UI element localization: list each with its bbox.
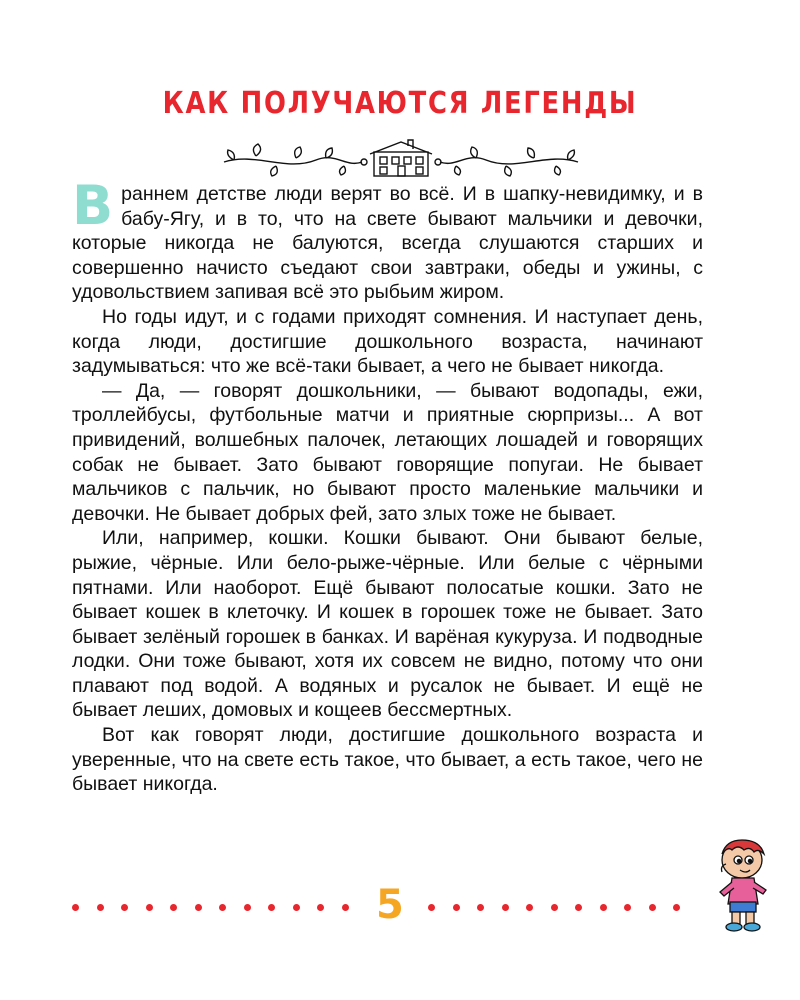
paragraph-1-text: раннем детстве люди верят во всё. И в шапку-невидимку, и в бабу-Ягу, и в то, что на свете бывают мальчики и девочки, которые никогда не балуются, всегда слушаются старших и совершенно начисто съедают свои завтраки, обеды и ужины, с удовольствием запивая всё это рыбьим жиром. [72,183,703,304]
chapter-title: КАК ПОЛУЧАЮТСЯ ЛЕГЕНДЫ [162,86,638,121]
vine-house-ornament-icon [216,138,586,180]
story-text [72,174,703,797]
dots-left [72,904,366,911]
paragraph-4: Или, например, кошки. Кошки бывают. Они бывают белые, рыжие, чёрные. Или бело-рыже-чёрные. Или белые с чёрными пятнами. Или наоборот. Ещё бывают полосатые кошки. Зато не бывает кошек в клеточку. И кошек в горошек тоже не бывает. Зато бывает зелёный горошек в банках. И варёная кукуруза. И подводные лодки. Они тоже бывают, хотя их совсем не видно, потому что они плавают под водой. А водяных и русалок не бывает. И ещё не бывает леших, домовых и кощеев бессмертных. [72,527,703,722]
dots-right [428,904,698,911]
boy-illustration-icon [696,836,782,932]
paragraph-5: Вот как говорят люди, достигшие дошкольного возраста и уверенные, что на свете есть такое, что бывает, а есть такое, чего не бывает никогда. [72,724,703,796]
paragraph-2: Но годы идут, и с годами приходят сомнения. И наступает день, когда люди, достигшие дошкольного возраста, начинают задумываться: что же всё-таки бывает, а чего не бывает никогда. [72,305,703,378]
page-number: 5 [376,882,404,928]
paragraph-1 [72,174,703,305]
paragraph-3: — Да, — говорят дошкольники, — бывают водопады, ежи, троллейбусы, футбольные матчи и приятные сюрпризы... А вот привидений, волшебных палочек, летающих лошадей и говорящих собак не бывает. Зато бывают говорящие попугаи. Не бывает мальчиков с пальчик, но бывают просто маленькие мальчики и девочки. Не бывает добрых фей, зато злых тоже не бывает. [72,379,703,525]
drop-cap: В [72,174,114,237]
page-footer [0,880,800,930]
